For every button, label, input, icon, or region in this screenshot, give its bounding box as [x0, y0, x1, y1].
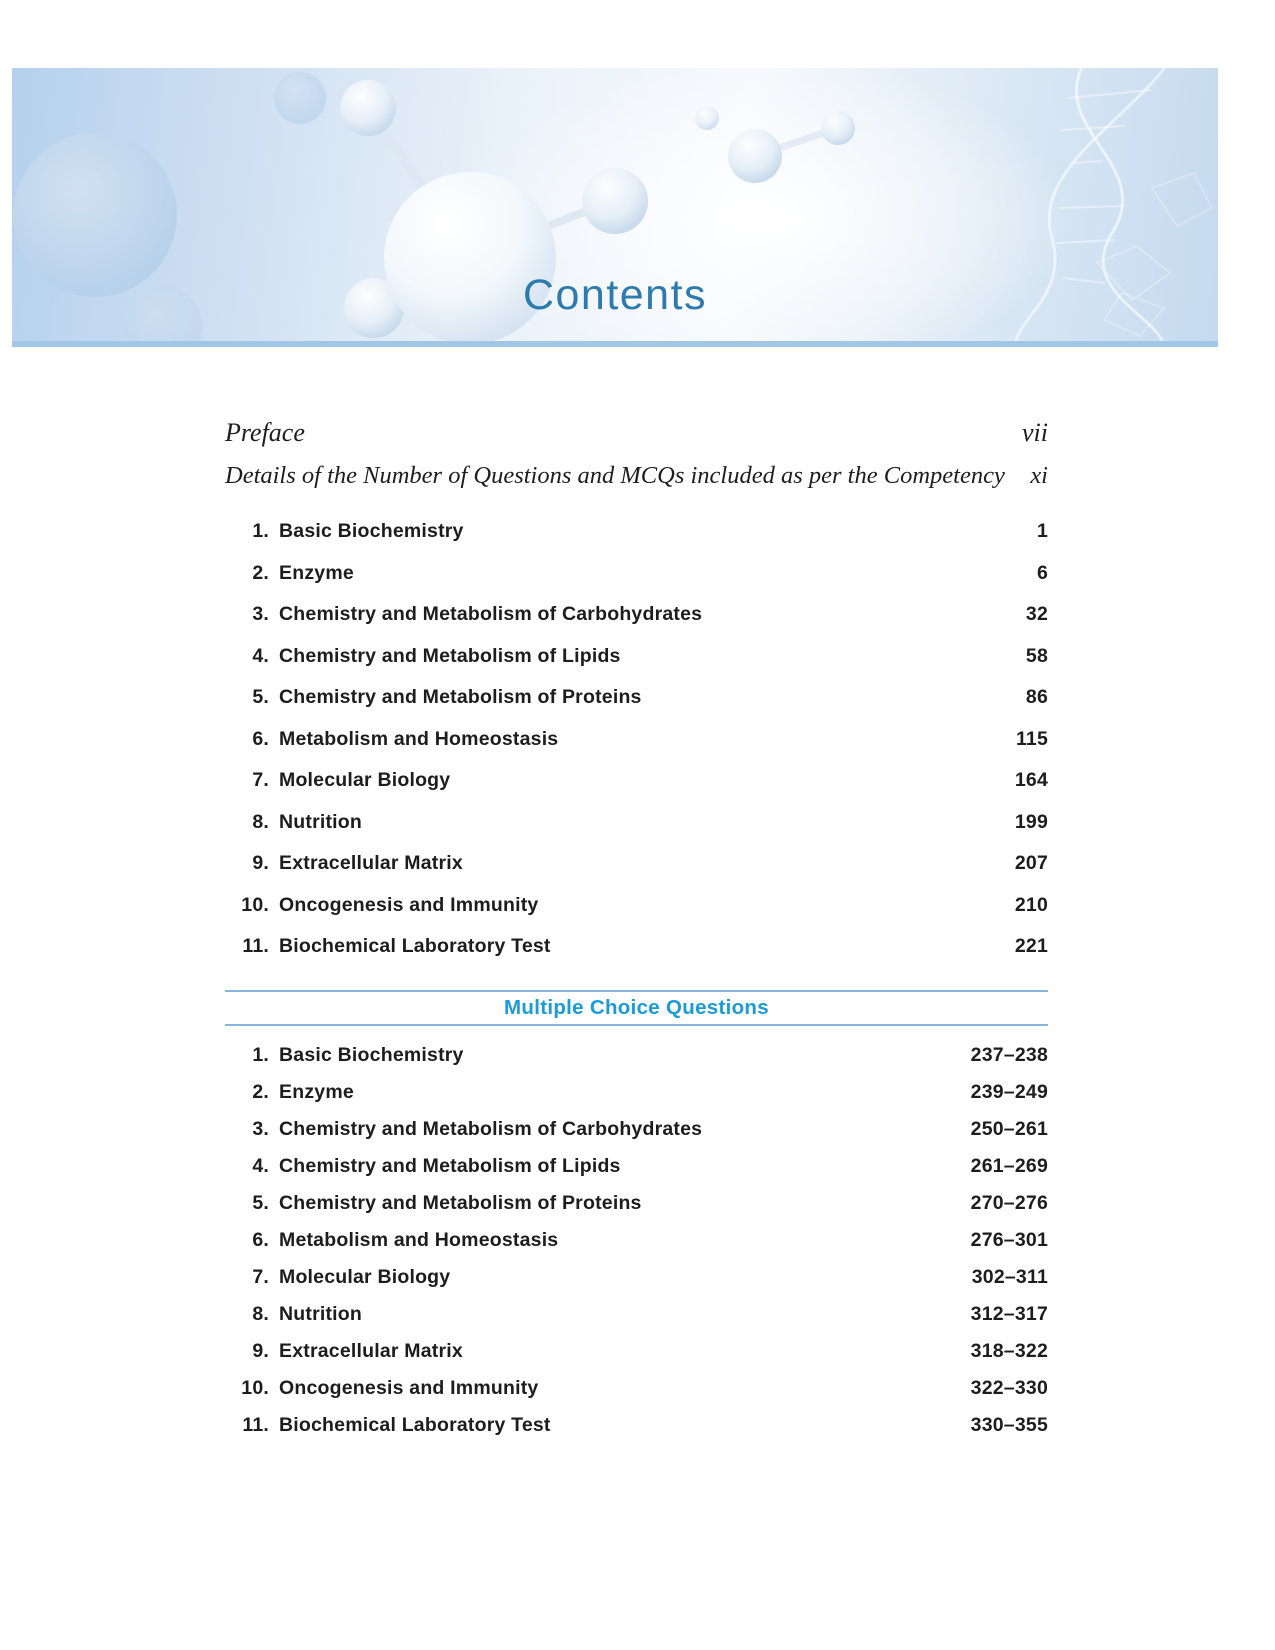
chapter-number: 8.	[252, 810, 269, 833]
chapter-number: 11.	[242, 935, 269, 958]
chapter-page: 207	[1014, 852, 1048, 875]
chapter-title: Chemistry and Metabolism of Carbohydrates	[279, 603, 703, 626]
mcq-number: 5.	[252, 1191, 269, 1214]
mcq-pages: 270–276	[970, 1191, 1048, 1214]
chapter-page: 58	[1025, 644, 1048, 667]
chapter-page: 164	[1014, 769, 1048, 792]
chapter-title: Chemistry and Metabolism of Proteins	[279, 686, 642, 709]
front-matter-page: xi	[1030, 462, 1048, 489]
mcq-pages: 239–249	[970, 1080, 1048, 1103]
mcq-pages: 318–322	[970, 1339, 1048, 1362]
mcq-number: 10.	[241, 1376, 269, 1399]
chapter-number: 4.	[252, 644, 269, 667]
toc-row	[225, 677, 1048, 719]
mcq-title: Nutrition	[279, 1302, 363, 1325]
front-matter-label: Details of the Number of Questions and MCQs included as per the Competency	[225, 462, 1005, 489]
toc-row	[225, 760, 1048, 802]
mcq-number: 7.	[252, 1265, 269, 1288]
chapter-number: 3.	[252, 603, 269, 626]
mcq-pages: 237–238	[970, 1043, 1048, 1066]
chapter-number: 9.	[252, 852, 269, 875]
chapter-list	[225, 511, 1048, 968]
page-title: Contents	[522, 271, 708, 319]
toc-row	[225, 636, 1048, 678]
header-banner	[12, 68, 1218, 341]
chapter-title: Molecular Biology	[279, 769, 451, 792]
mcq-title: Metabolism and Homeostasis	[279, 1228, 559, 1251]
toc-row	[225, 1185, 1048, 1222]
mcq-number: 9.	[252, 1339, 269, 1362]
toc-row	[225, 719, 1048, 761]
mcq-title: Molecular Biology	[279, 1265, 451, 1288]
chapter-title: Enzyme	[279, 561, 354, 584]
divider-rule-bottom	[225, 1024, 1048, 1026]
chapter-number: 1.	[252, 520, 269, 543]
chapter-title: Biochemical Laboratory Test	[279, 935, 551, 958]
toc-content	[225, 347, 1048, 1444]
mcq-list	[225, 1037, 1048, 1444]
mcq-title: Oncogenesis and Immunity	[279, 1376, 539, 1399]
chapter-title: Extracellular Matrix	[279, 852, 463, 875]
front-matter-row	[225, 458, 1048, 494]
toc-row	[225, 926, 1048, 968]
mcq-title: Basic Biochemistry	[279, 1043, 464, 1066]
toc-row	[225, 1370, 1048, 1407]
mcq-number: 1.	[252, 1043, 269, 1066]
chapter-page: 6	[1036, 561, 1048, 584]
mcq-pages: 276–301	[970, 1228, 1048, 1251]
chapter-page: 86	[1025, 686, 1048, 709]
mcq-section-divider	[225, 990, 1048, 1026]
chapter-title: Metabolism and Homeostasis	[279, 727, 559, 750]
chapter-number: 10.	[241, 893, 269, 916]
toc-row	[225, 1222, 1048, 1259]
chapter-page: 32	[1025, 603, 1048, 626]
toc-row	[225, 802, 1048, 844]
mcq-title: Enzyme	[279, 1080, 354, 1103]
mcq-title: Extracellular Matrix	[279, 1339, 463, 1362]
front-matter-page: vii	[1022, 418, 1048, 447]
toc-row	[225, 553, 1048, 595]
chapter-number: 5.	[252, 686, 269, 709]
toc-row	[225, 511, 1048, 553]
toc-row	[225, 843, 1048, 885]
mcq-title: Chemistry and Metabolism of Carbohydrates	[279, 1117, 703, 1140]
chapter-page: 1	[1036, 520, 1048, 543]
chapter-title: Nutrition	[279, 810, 363, 833]
toc-row	[225, 1259, 1048, 1296]
mcq-pages: 312–317	[970, 1302, 1048, 1325]
chapter-number: 7.	[252, 769, 269, 792]
mcq-number: 4.	[252, 1154, 269, 1177]
chapter-number: 2.	[252, 561, 269, 584]
mcq-number: 11.	[242, 1413, 269, 1436]
mcq-pages: 302–311	[971, 1265, 1048, 1288]
mcq-section-heading: Multiple Choice Questions	[504, 995, 769, 1019]
toc-row	[225, 1037, 1048, 1074]
toc-row	[225, 594, 1048, 636]
mcq-title: Chemistry and Metabolism of Proteins	[279, 1191, 642, 1214]
toc-row	[225, 1148, 1048, 1185]
toc-row	[225, 1111, 1048, 1148]
mcq-title: Chemistry and Metabolism of Lipids	[279, 1154, 621, 1177]
mcq-pages: 322–330	[970, 1376, 1048, 1399]
front-matter-label: Preface	[225, 418, 305, 447]
toc-row	[225, 1296, 1048, 1333]
chapter-number: 6.	[252, 727, 269, 750]
mcq-pages: 261–269	[970, 1154, 1048, 1177]
front-matter-row	[225, 415, 1048, 451]
mcq-pages: 250–261	[970, 1117, 1048, 1140]
mcq-title: Biochemical Laboratory Test	[279, 1413, 551, 1436]
toc-row	[225, 1074, 1048, 1111]
mcq-number: 8.	[252, 1302, 269, 1325]
mcq-number: 2.	[252, 1080, 269, 1103]
chapter-page: 199	[1014, 810, 1048, 833]
chapter-title: Basic Biochemistry	[279, 520, 464, 543]
toc-row	[225, 885, 1048, 927]
mcq-number: 3.	[252, 1117, 269, 1140]
chapter-page: 221	[1014, 935, 1048, 958]
toc-row	[225, 1333, 1048, 1370]
chapter-title: Chemistry and Metabolism of Lipids	[279, 644, 621, 667]
chapter-page: 115	[1015, 727, 1048, 750]
mcq-pages: 330–355	[970, 1413, 1048, 1436]
mcq-number: 6.	[252, 1228, 269, 1251]
chapter-title: Oncogenesis and Immunity	[279, 893, 539, 916]
chapter-page: 210	[1014, 893, 1048, 916]
toc-row	[225, 1407, 1048, 1444]
